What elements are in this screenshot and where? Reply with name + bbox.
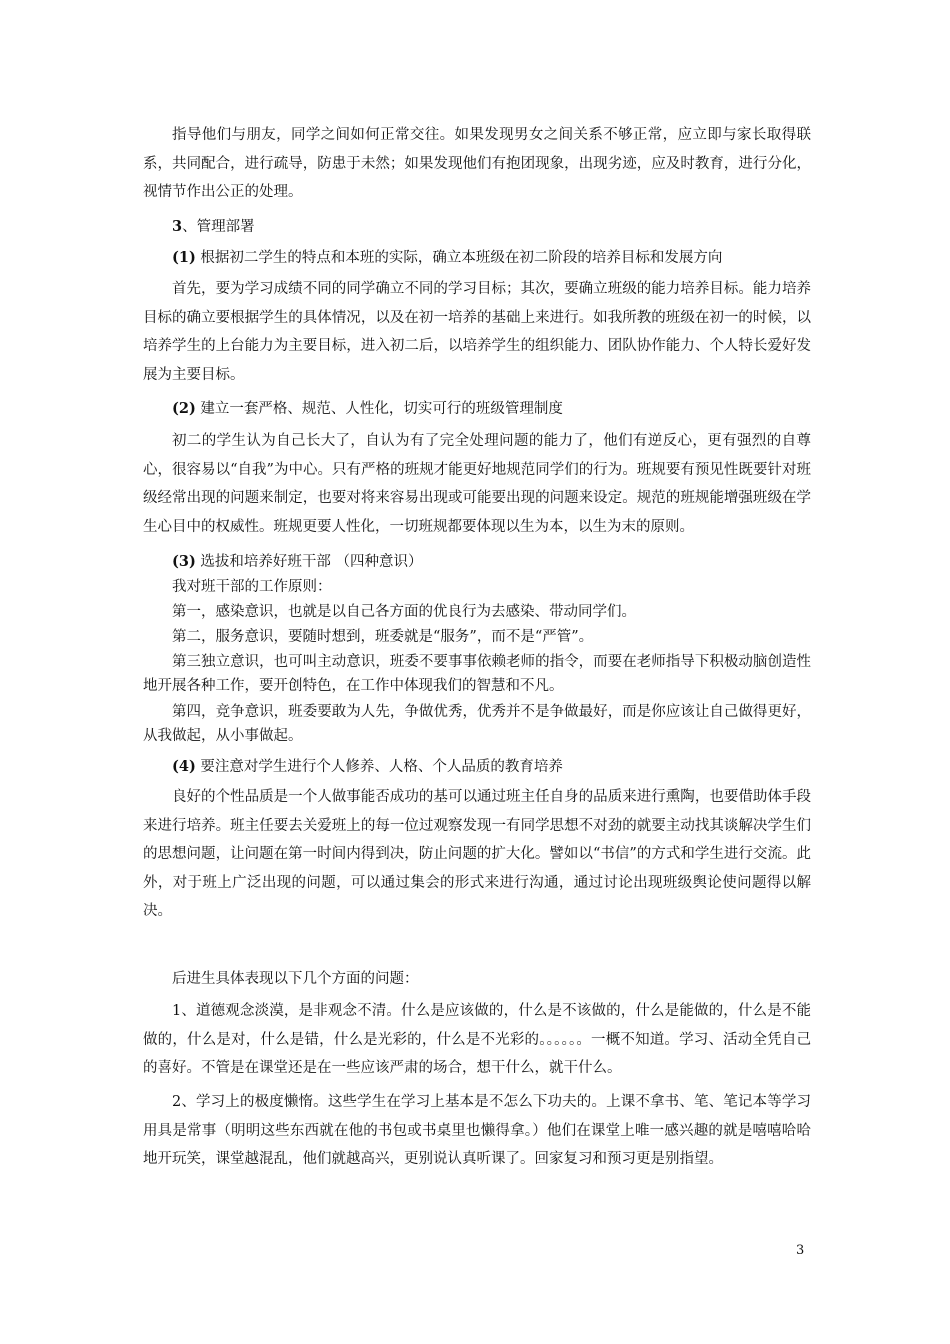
paragraph: 第三独立意识，也可叫主动意识，班委不要事事依赖老师的指令，而要在老师指导下积极动脑创造性地开展各种工作，要开创特色，在工作中体现我们的智慧和不凡。 xyxy=(143,654,811,694)
section-heading xyxy=(172,215,255,239)
paragraph: 2、学习上的极度懒惰。这些学生在学习上基本是不怎么下功夫的。上课不拿书、笔、笔记本等学习用具是常事（明明这些东西就在他的书包或书桌里也懒得拿。）他们在课堂上唯一感兴趣的就是嘻嘻哈哈地开玩笑，课堂越混乱，他们就越高兴，更别说认真听课了。回家复习和预习更是别指望。 xyxy=(143,1094,811,1167)
paragraph: 1、道德观念淡漠，是非观念不清。什么是应该做的，什么是不该做的，什么是能做的，什么是不能做的，什么是对，什么是错，什么是光彩的，什么是不光彩的。。。。。。一概不知道。学习、活动全凭自己的喜好。不管是在课堂还是在一些应该严肃的场合，想干什么，就干什么。 xyxy=(143,1003,811,1076)
heading-text: 要注意对学生进行个人修养、人格、个人品质的教育培养 xyxy=(195,759,563,775)
heading-number: 3 xyxy=(172,218,183,235)
sub-heading xyxy=(172,397,563,421)
heading-text: 根据初二学生的特点和本班的实际，确立本班级在初二阶段的培养目标和发展方向 xyxy=(195,250,723,266)
paragraph: 良好的个性品质是一个人做事能否成功的基可以通过班主任自身的品质来进行熏陶，也要借助体手段来进行培养。班主任要去关爱班上的每一位过观察发现一有同学思想不对劲的就要主动找其谈解决学生们的思想问题，让问题在第一时间内得到决，防止问题的扩大化。譬如以“书信”的方式和学生进行交流。此外，对于班上广泛出现的问题，可以通过集会的形式来进行沟通，通过讨论出现班级舆论使问题得以解决。 xyxy=(143,789,811,919)
heading-text: 、管理部署 xyxy=(182,219,255,235)
paragraph: 指导他们与朋友，同学之间如何正常交往。如果发现男女之间关系不够正常，应立即与家长取得联系，共同配合，进行疏导，防患于未然；如果发现他们有抱团现象，出现劣迹，应及时教育，进行分化，视情节作出公正的处理。 xyxy=(143,127,811,200)
paragraph: 第一，感染意识，也就是以自己各方面的优良行为去感染、带动同学们。 xyxy=(172,604,636,620)
heading-number: (4) xyxy=(172,758,196,775)
page-number: 3 xyxy=(796,1243,805,1258)
paragraph: 首先，要为学习成绩不同的同学确立不同的学习目标；其次，要确立班级的能力培养目标。能力培养目标的确立要根据学生的具体情况，以及在初一培养的基础上来进行。如我所教的班级在初一的时候，以培养学生的上台能力为主要目标，进入初二后，以培养学生的组织能力、团队协作能力、个人特长爱好发展为主要目标。 xyxy=(143,281,811,383)
sub-heading xyxy=(172,755,563,779)
sub-heading xyxy=(172,550,423,574)
sub-heading xyxy=(172,246,722,270)
paragraph: 我对班干部的工作原则： xyxy=(172,579,332,595)
heading-number: (2) xyxy=(172,400,196,417)
heading-number: (1) xyxy=(172,249,196,266)
paragraph: 后进生具体表现以下几个方面的问题： xyxy=(172,971,419,987)
paragraph: 第二，服务意识，要随时想到，班委就是“服务”，而不是“严管”。 xyxy=(172,629,594,645)
paragraph: 初二的学生认为自己长大了，自认为有了完全处理问题的能力了，他们有逆反心，更有强烈的自尊心，很容易以“自我”为中心。只有严格的班规才能更好地规范同学们的行为。班规要有预见性既要针对班级经常出现的问题来制定，也要对将来容易出现或可能要出现的问题来设定。规范的班规能增强班级在学生心目中的权威性。班规更要人性化，一切班规都要体现以生为本，以生为末的原则。 xyxy=(143,433,811,535)
heading-text: 选拔和培养好班干部 （四种意识） xyxy=(195,554,423,570)
heading-number: (3) xyxy=(172,553,196,570)
paragraph: 第四，竞争意识，班委要敢为人先，争做优秀，优秀并不是争做最好，而是你应该让自己做得更好，从我做起，从小事做起。 xyxy=(143,704,811,744)
heading-text: 建立一套严格、规范、人性化，切实可行的班级管理制度 xyxy=(195,401,563,417)
